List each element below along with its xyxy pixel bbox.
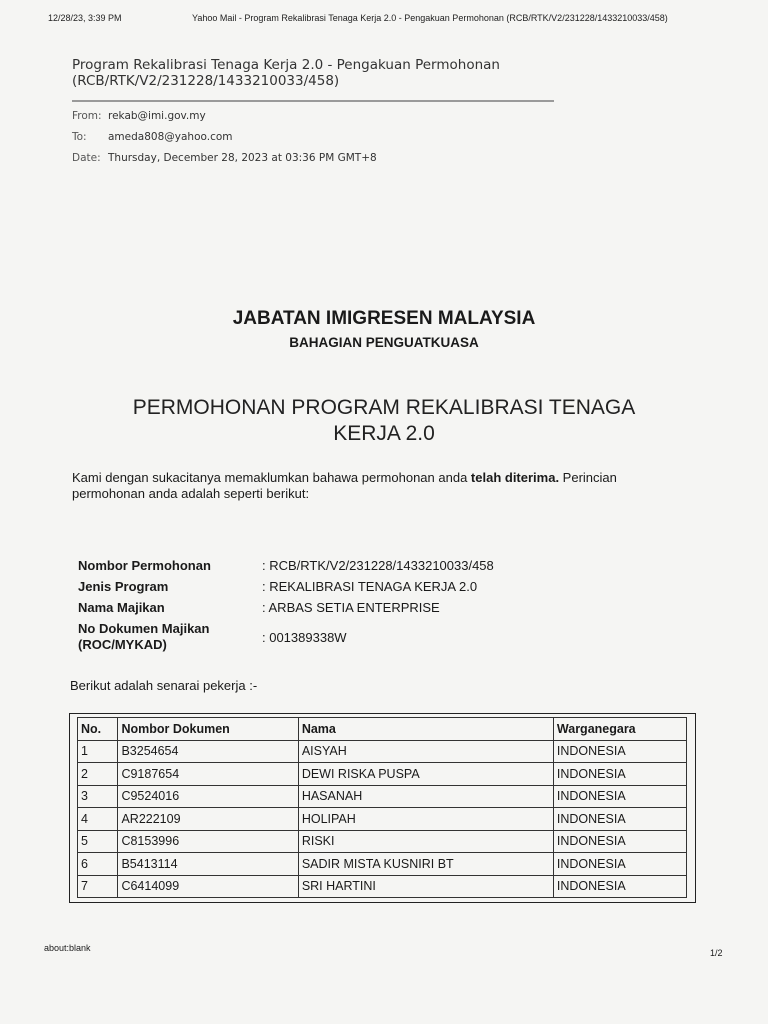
email-subject-line1: Program Rekalibrasi Tenaga Kerja 2.0 - Pengakuan Permohonan — [72, 57, 500, 73]
cell-no: 4 — [78, 808, 118, 831]
email-subject — [72, 57, 542, 89]
detail-value: : ARBAS SETIA ENTERPRISE — [262, 600, 440, 615]
para-text-after: Perincian permohonan anda adalah seperti berikut: — [72, 470, 617, 501]
detail-label-suffix: (ROC/MYKAD) — [78, 637, 167, 652]
table-header-row — [78, 718, 687, 741]
cell-nationality: INDONESIA — [553, 740, 686, 763]
print-footer-url: about:blank — [44, 943, 91, 953]
detail-value: : REKALIBRASI TENAGA KERJA 2.0 — [262, 579, 478, 594]
cell-document-number: C9524016 — [118, 785, 298, 808]
cell-no: 3 — [78, 785, 118, 808]
to-address[interactable]: ameda808@yahoo.com — [108, 131, 233, 143]
letter-title — [84, 395, 684, 447]
detail-label: Jenis Program — [78, 579, 169, 594]
email-date: Thursday, December 28, 2023 at 03:36 PM GMT+8 — [108, 152, 377, 164]
division-name: BAHAGIAN PENGUATKUASA — [289, 335, 479, 350]
table-row — [78, 763, 687, 786]
cell-name: HASANAH — [298, 785, 553, 808]
cell-document-number: C8153996 — [118, 830, 298, 853]
letter-title-line1: PERMOHONAN PROGRAM REKALIBRASI TENAGA — [132, 396, 636, 419]
from-label: From: — [72, 110, 102, 122]
detail-value: : RCB/RTK/V2/231228/1433210033/458 — [262, 558, 494, 573]
cell-name: SRI HARTINI — [298, 875, 553, 898]
detail-label: Nama Majikan — [78, 600, 165, 615]
cell-name: SADIR MISTA KUSNIRI BT — [298, 853, 553, 876]
col-header-no: No. — [78, 718, 118, 741]
cell-nationality: INDONESIA — [553, 785, 686, 808]
organization-name: JABATAN IMIGRESEN MALAYSIA — [232, 308, 536, 329]
cell-no: 2 — [78, 763, 118, 786]
cell-name: AISYAH — [298, 740, 553, 763]
col-header-document-number: Nombor Dokumen — [118, 718, 298, 741]
workers-table-frame — [69, 713, 696, 903]
print-timestamp: 12/28/23, 3:39 PM — [48, 13, 122, 23]
col-header-nationality: Warganegara — [553, 718, 686, 741]
cell-nationality: INDONESIA — [553, 808, 686, 831]
cell-document-number: C6414099 — [118, 875, 298, 898]
print-page-title: Yahoo Mail - Program Rekalibrasi Tenaga Kerja 2.0 - Pengakuan Permohonan (RCB/RTK/V2/231228/1433210033/458) — [192, 13, 668, 23]
detail-value: : 001389338W — [262, 630, 347, 645]
cell-nationality: INDONESIA — [553, 875, 686, 898]
table-row — [78, 808, 687, 831]
cell-document-number: B5413114 — [118, 853, 298, 876]
cell-name: DEWI RISKA PUSPA — [298, 763, 553, 786]
acknowledgement-paragraph — [72, 470, 682, 502]
table-row — [78, 875, 687, 898]
para-text-bold: telah diterima. — [470, 470, 560, 485]
col-header-name: Nama — [298, 718, 553, 741]
cell-no: 5 — [78, 830, 118, 853]
to-label: To: — [72, 131, 87, 143]
cell-nationality: INDONESIA — [553, 763, 686, 786]
para-text-before: Kami dengan sukacitanya memaklumkan bahawa permohonan anda — [72, 470, 471, 485]
detail-label: Nombor Permohonan — [78, 558, 211, 573]
cell-document-number: C9187654 — [118, 763, 298, 786]
workers-intro: Berikut adalah senarai pekerja :- — [70, 678, 258, 693]
cell-no: 7 — [78, 875, 118, 898]
cell-document-number: B3254654 — [118, 740, 298, 763]
from-address[interactable]: rekab@imi.gov.my — [108, 110, 206, 122]
table-row — [78, 740, 687, 763]
email-to-row — [72, 131, 233, 143]
date-label: Date: — [72, 152, 101, 164]
subject-divider — [72, 100, 554, 102]
table-row — [78, 785, 687, 808]
cell-nationality: INDONESIA — [553, 830, 686, 853]
detail-label: No Dokumen Majikan — [78, 621, 210, 636]
cell-no: 1 — [78, 740, 118, 763]
workers-table — [77, 717, 687, 898]
email-from-row — [72, 110, 206, 122]
email-subject-line2: (RCB/RTK/V2/231228/1433210033/458) — [72, 73, 340, 89]
cell-no: 6 — [78, 853, 118, 876]
print-page-number: 1/2 — [710, 948, 723, 958]
cell-name: HOLIPAH — [298, 808, 553, 831]
letter-title-line2: KERJA 2.0 — [333, 422, 435, 445]
table-row — [78, 853, 687, 876]
email-date-row — [72, 152, 377, 164]
table-row — [78, 830, 687, 853]
cell-name: RISKI — [298, 830, 553, 853]
cell-document-number: AR222109 — [118, 808, 298, 831]
cell-nationality: INDONESIA — [553, 853, 686, 876]
